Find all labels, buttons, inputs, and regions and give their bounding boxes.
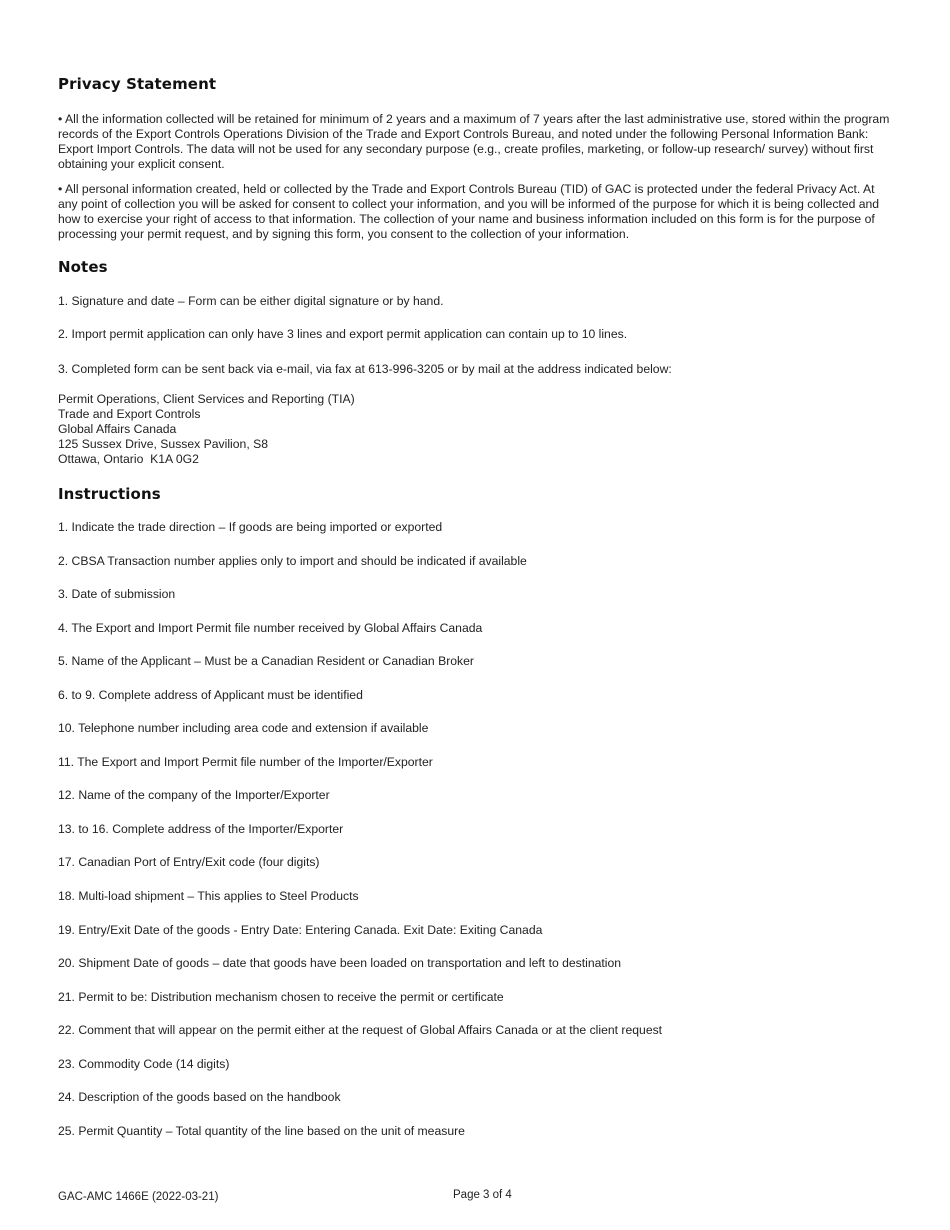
instruction-item: 13. to 16. Complete address of the Importer/Exporter bbox=[58, 822, 344, 836]
mailing-address bbox=[58, 392, 355, 467]
instruction-item: 12. Name of the company of the Importer/Exporter bbox=[58, 788, 330, 802]
instruction-item: 25. Permit Quantity – Total quantity of the line based on the unit of measure bbox=[58, 1124, 465, 1138]
address-line: Trade and Export Controls bbox=[58, 407, 201, 421]
instruction-item: 19. Entry/Exit Date of the goods - Entry Date: Entering Canada. Exit Date: Exiting Canada bbox=[58, 923, 543, 937]
instruction-item: 1. Indicate the trade direction – If goods are being imported or exported bbox=[58, 520, 443, 534]
privacy-statement-heading: Privacy Statement bbox=[58, 75, 217, 93]
note-item: 1. Signature and date – Form can be either digital signature or by hand. bbox=[58, 294, 444, 308]
privacy-paragraph-protection: • All personal information created, held or collected by the Trade and Export Controls Bureau (TID) of GAC is protected under the federal Privacy Act. At any point of collection you will be asked for consent to collect your information, and you will be informed of the purpose for which it is being collected and how to exercise your right of access to that information. The collection of your name and business information included on this form is for the purpose of processing your permit request, and by signing this form, you consent to the collection of your information. bbox=[58, 182, 880, 241]
address-line: Global Affairs Canada bbox=[58, 422, 177, 436]
form-identifier: GAC-AMC 1466E (2022-03-21) bbox=[58, 1191, 219, 1203]
instruction-item: 24. Description of the goods based on the handbook bbox=[58, 1090, 341, 1104]
instructions-heading: Instructions bbox=[58, 485, 161, 503]
instruction-item: 23. Commodity Code (14 digits) bbox=[58, 1057, 230, 1071]
address-line: 125 Sussex Drive, Sussex Pavilion, S8 bbox=[58, 437, 268, 451]
instruction-item: 22. Comment that will appear on the permit either at the request of Global Affairs Canada or at the client request bbox=[58, 1023, 663, 1037]
instruction-item: 21. Permit to be: Distribution mechanism chosen to receive the permit or certificate bbox=[58, 990, 504, 1004]
privacy-paragraph-retention: • All the information collected will be retained for minimum of 2 years and a maximum of 7 years after the last administrative use, stored within the program records of the Export Controls Operations Division of the Trade and Export Controls Bureau, and noted under the following Personal Information Bank: Export Import Controls. The data will not be used for any secondary purpose (e.g., create profiles, marketing, or follow-up research/ survey) without first obtaining your explicit consent. bbox=[58, 112, 890, 171]
instruction-item: 6. to 9. Complete address of Applicant must be identified bbox=[58, 688, 363, 702]
note-item: 2. Import permit application can only have 3 lines and export permit application can contain up to 10 lines. bbox=[58, 327, 628, 341]
instruction-item: 5. Name of the Applicant – Must be a Canadian Resident or Canadian Broker bbox=[58, 654, 474, 668]
notes-heading: Notes bbox=[58, 258, 108, 276]
instruction-item: 10. Telephone number including area code and extension if available bbox=[58, 721, 429, 735]
instruction-item: 2. CBSA Transaction number applies only to import and should be indicated if available bbox=[58, 554, 527, 568]
instruction-item: 11. The Export and Import Permit file number of the Importer/Exporter bbox=[58, 755, 433, 769]
instruction-item: 17. Canadian Port of Entry/Exit code (four digits) bbox=[58, 855, 320, 869]
address-line: Permit Operations, Client Services and Reporting (TIA) bbox=[58, 392, 355, 406]
instruction-item: 18. Multi-load shipment – This applies to Steel Products bbox=[58, 889, 359, 903]
page-number: Page 3 of 4 bbox=[453, 1189, 512, 1201]
note-item: 3. Completed form can be sent back via e-mail, via fax at 613-996-3205 or by mail at the address indicated below: bbox=[58, 362, 672, 376]
address-line: Ottawa, Ontario K1A 0G2 bbox=[58, 452, 199, 466]
instruction-item: 20. Shipment Date of goods – date that goods have been loaded on transportation and left to destination bbox=[58, 956, 622, 970]
instruction-item: 4. The Export and Import Permit file number received by Global Affairs Canada bbox=[58, 621, 483, 635]
instruction-item: 3. Date of submission bbox=[58, 587, 176, 601]
